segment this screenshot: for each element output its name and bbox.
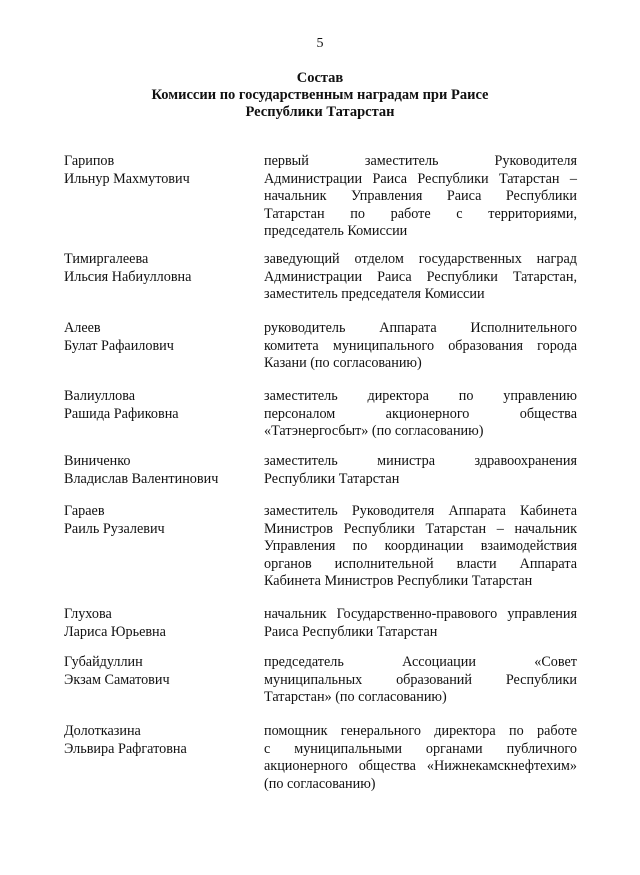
member-entry: [64, 388, 577, 440]
member-name: [64, 388, 264, 423]
member-surname: Губайдуллин: [64, 654, 143, 670]
member-surname: Алеев: [64, 320, 101, 336]
members-list: [64, 153, 577, 813]
position-line: начальник Управления Раиса Республики: [264, 188, 577, 205]
page-number: 5: [316, 36, 324, 51]
position-line: Раиса Республики Татарстан: [264, 623, 438, 640]
member-surname: Валиуллова: [64, 388, 136, 404]
position-line: заместитель директора по управлению: [264, 388, 577, 404]
position-line: Татарстан по работе с территориями,: [264, 205, 577, 222]
member-position: [264, 251, 577, 304]
position-line: Министров Республики Татарстан – начальник: [264, 520, 577, 537]
member-name: [64, 654, 264, 689]
member-position: [264, 723, 577, 793]
member-entry: [64, 723, 577, 792]
position-line: Кабинета Министров Республики Татарстан: [264, 573, 533, 590]
position-line: Администрации Раиса Республики Татарстан,: [264, 268, 577, 285]
member-position: [264, 388, 577, 441]
member-surname: Виниченко: [64, 453, 131, 469]
member-position: [264, 654, 577, 707]
member-entry: [64, 654, 577, 706]
member-given-names: Ильсия Набиулловна: [64, 268, 192, 285]
position-line: заместитель министра здравоохранения: [264, 453, 577, 469]
member-position: [264, 153, 577, 241]
title-line-1: Состав: [296, 70, 344, 86]
position-line: первый заместитель Руководителя: [264, 153, 577, 169]
member-given-names: Лариса Юрьевна: [64, 623, 166, 640]
member-surname: Долотказина: [64, 723, 141, 739]
member-position: [264, 320, 577, 373]
member-position: [264, 606, 577, 641]
member-surname: Тимиргалеева: [64, 251, 149, 267]
member-given-names: Экзам Саматович: [64, 671, 170, 688]
position-line: заместитель председателя Комиссии: [264, 286, 485, 303]
position-line: заместитель Руководителя Аппарата Кабинета: [264, 503, 577, 519]
member-given-names: Раиль Рузалевич: [64, 520, 165, 537]
position-line: руководитель Аппарата Исполнительного: [264, 320, 577, 336]
member-surname: Гарипов: [64, 153, 115, 169]
title-line-3: Республики Татарстан: [245, 104, 395, 120]
title-line-2: Комиссии по государственным наградам при Раисе: [151, 87, 489, 103]
position-line: персоналом акционерного общества: [264, 405, 577, 422]
member-entry: [64, 251, 577, 303]
member-name: [64, 723, 264, 758]
member-entry: [64, 503, 577, 590]
member-entry: [64, 320, 577, 372]
position-line: Администрации Раиса Республики Татарстан –: [264, 170, 577, 187]
position-line: Республики Татарстан: [264, 470, 400, 487]
member-name: [64, 153, 264, 188]
member-surname: Гараев: [64, 503, 105, 519]
position-line: комитета муниципального образования города: [264, 337, 577, 354]
member-position: [264, 453, 577, 488]
position-line: органов исполнительной власти Аппарата: [264, 555, 577, 572]
member-entry: [64, 153, 577, 240]
member-name: [64, 251, 264, 286]
document-title: [0, 70, 640, 121]
member-surname: Глухова: [64, 606, 112, 622]
member-given-names: Ильнур Махмутович: [64, 170, 190, 187]
member-given-names: Рашида Рафиковна: [64, 405, 179, 422]
position-line: Казани (по согласованию): [264, 355, 422, 372]
position-line: помощник генерального директора по работе: [264, 723, 577, 739]
member-given-names: Владислав Валентинович: [64, 470, 219, 487]
member-entry: [64, 606, 577, 641]
position-line: Татарстан» (по согласованию): [264, 689, 447, 706]
position-line: (по согласованию): [264, 775, 376, 792]
member-entry: [64, 453, 577, 488]
position-line: муниципальных образований Республики: [264, 671, 577, 688]
position-line: акционерного общества «Нижнекамскнефтехим»: [264, 758, 577, 775]
position-line: председатель Ассоциации «Совет: [264, 654, 577, 670]
member-given-names: Булат Рафаилович: [64, 337, 174, 354]
member-position: [264, 503, 577, 591]
member-name: [64, 606, 264, 641]
member-name: [64, 503, 264, 538]
member-name: [64, 320, 264, 355]
member-given-names: Эльвира Рафгатовна: [64, 740, 187, 757]
member-name: [64, 453, 264, 488]
position-line: заведующий отделом государственных наград: [264, 251, 577, 267]
position-line: председатель Комиссии: [264, 223, 408, 240]
position-line: Управления по координации взаимодействия: [264, 538, 577, 555]
position-line: начальник Государственно-правового управления: [264, 606, 577, 622]
position-line: «Татэнергосбыт» (по согласованию): [264, 423, 484, 440]
position-line: с муниципальными органами публичного: [264, 740, 577, 757]
